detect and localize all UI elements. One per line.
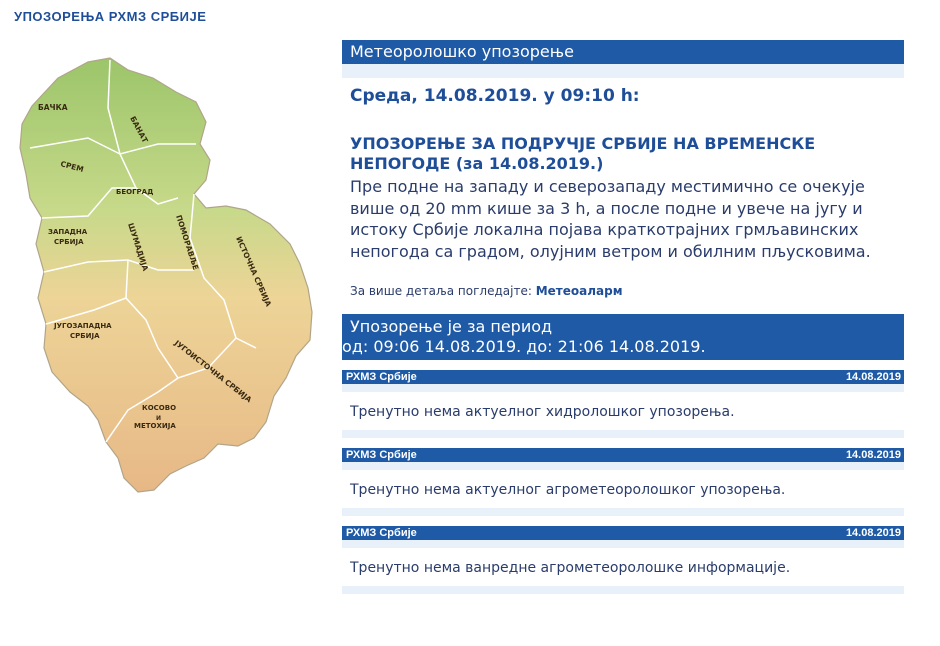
region-label: КОСОВО — [142, 404, 177, 412]
region-label: ЈУГОИСТОЧНА СРБИЈА — [172, 338, 254, 405]
warning-title: УПОЗОРЕЊЕ ЗА ПОДРУЧЈЕ СРБИЈЕ НА ВРЕМЕНСКЕ НЕПОГОДЕ (за 14.08.2019.) — [350, 134, 816, 173]
info-date: 14.08.2019 — [845, 527, 901, 539]
region-label: СРБИЈА — [54, 238, 84, 246]
details-prefix: За више детаља погледајте: — [350, 284, 532, 298]
info-text: Тренутно нема актуелног хидролошког упозорења. — [342, 384, 904, 438]
region-label: СРЕМ — [59, 159, 85, 175]
info-block-agro-info — [342, 526, 904, 594]
period-title: Упозорење је за период — [350, 317, 553, 336]
info-block-hydro — [342, 370, 904, 438]
warning-panel — [342, 40, 904, 594]
section-title-bar: Метеоролошко упозорење — [342, 40, 904, 64]
period-range: од: 09:06 14.08.2019. до: 21:06 14.08.2019. — [342, 337, 706, 356]
serbia-map[interactable] — [8, 48, 338, 498]
info-date: 14.08.2019 — [845, 449, 901, 461]
region-label: ИСТОЧНА СРБИЈА — [234, 235, 274, 308]
info-source: РХМЗ Србије — [346, 449, 417, 461]
region-label: БЕОГРАД — [116, 188, 154, 196]
region-label: ПОМОРАВЉЕ — [174, 213, 201, 272]
period-bar — [342, 314, 904, 360]
region-label: СРБИЈА — [70, 332, 100, 340]
warning-text: Пре подне на западу и северозападу местимично се очекује више од 20 mm кише за 3 h, а после подне и увече на југу и истоку Србије локална појава краткотрајних грмљавинских непогода са градом, олујним ветром и обилним пљусковима. — [350, 177, 871, 261]
region-label: БАЧКА — [38, 103, 68, 112]
info-header — [342, 448, 904, 462]
info-text: Тренутно нема актуелног агрометеоролошког упозорења. — [342, 462, 904, 516]
info-text: Тренутно нема ванредне агрометеоролошке информације. — [342, 540, 904, 594]
region-label: МЕТОХИЈА — [134, 422, 176, 430]
date-heading: Среда, 14.08.2019. у 09:10 h: — [350, 86, 640, 106]
info-header — [342, 526, 904, 540]
divider-strip — [342, 64, 904, 78]
region-label: ШУМАДИЈА — [126, 221, 151, 273]
meteoalarm-link[interactable]: Метеоаларм — [535, 284, 623, 298]
region-label: ЈУГОЗАПАДНА — [54, 322, 112, 330]
info-header — [342, 370, 904, 384]
page-title: УПОЗОРЕЊА РХМЗ СРБИЈЕ — [14, 9, 207, 24]
info-block-agro-warning — [342, 448, 904, 516]
info-source: РХМЗ Србије — [346, 371, 417, 383]
info-date: 14.08.2019 — [845, 371, 901, 383]
details-line — [350, 284, 904, 298]
region-label: БАНАТ — [128, 114, 150, 145]
info-source: РХМЗ Србије — [346, 527, 417, 539]
region-label: И — [156, 415, 162, 422]
region-label: ЗАПАДНА — [48, 228, 88, 236]
